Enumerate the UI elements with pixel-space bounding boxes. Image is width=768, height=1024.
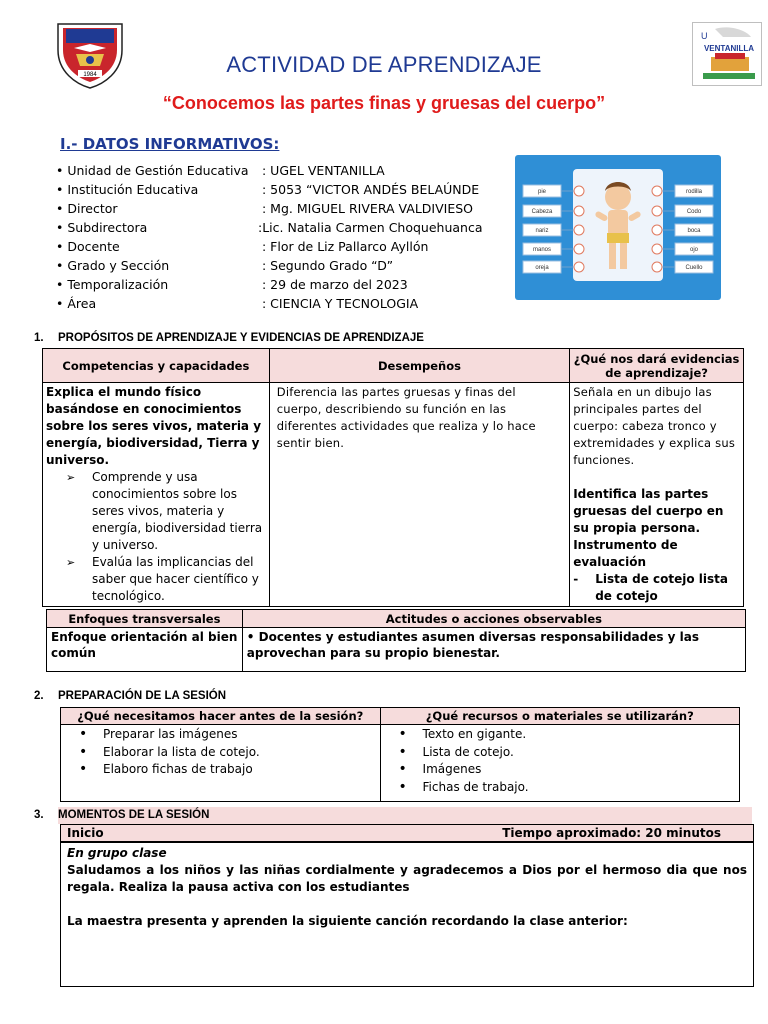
info-row: • Docente : Flor de Liz Pallarco Ayllón: [56, 239, 429, 254]
section1-heading: 1. PROPÓSITOS DE APRENDIZAJE Y EVIDENCIAS DE APRENDIZAJE: [34, 332, 424, 344]
evidencia-cell: [570, 383, 744, 607]
col-header-antes: ¿Qué necesitamos hacer antes de la sesión?: [61, 708, 381, 725]
list-item: ➢ Evalúa las implicancias del saber que hacer científico y tecnológico.: [66, 554, 266, 605]
body-label: manos: [532, 247, 552, 253]
body-label: rodilla: [685, 189, 703, 195]
body-label: Codo: [686, 209, 702, 215]
list-item: • Texto en gigante.: [385, 726, 735, 744]
list-item: ➢ Comprende y usa conocimientos sobre los seres vivos, materia y energía, biodiversidad tierra y universo.: [66, 469, 266, 554]
antes-cell: [61, 725, 381, 802]
list-item: • Imágenes: [385, 761, 735, 779]
grupo-clase-label: En grupo clase: [67, 846, 167, 860]
crest-year: 1984: [83, 72, 97, 78]
list-item: • Elaborar la lista de cotejo.: [65, 744, 376, 762]
instrumento-row: - Lista de cotejo lista de cotejo: [573, 571, 740, 605]
enfoque-cell: Enfoque orientación al bien común: [47, 628, 243, 672]
inicio-content: [60, 842, 754, 987]
info-row: • Institución Educativa : 5053 “VICTOR ANDÉS BELAÚNDE: [56, 182, 480, 197]
desempeno-text: Diferencia las partes gruesas y finas del cuerpo, describiendo su función en las diferentes actividades que realiza y lo hace sentir bien.: [276, 385, 536, 450]
desempeno-cell: [269, 383, 569, 607]
section2-heading: 2. PREPARACIÓN DE LA SESIÓN: [34, 690, 227, 702]
logo-letter: U: [701, 31, 708, 41]
info-row: • Área : CIENCIA Y TECNOLOGIA: [56, 296, 419, 311]
body-label: Cabeza: [531, 209, 553, 215]
instrumento-value: Lista de cotejo lista de cotejo: [595, 572, 728, 603]
inicio-header: [60, 824, 754, 842]
list-item: • Elaboro fichas de trabajo: [65, 761, 376, 779]
instrumento-label: Instrumento de evaluación: [573, 538, 678, 569]
info-row: • Grado y Sección : Segundo Grado “D”: [56, 258, 394, 273]
actitud-cell: • Docentes y estudiantes asumen diversas responsabilidades y las aprovechan para su propio bienestar.: [242, 628, 745, 672]
datos-informativos-heading: I.- DATOS INFORMATIVOS:: [60, 135, 280, 153]
propositos-table: [42, 348, 744, 607]
inicio-label: Inicio: [67, 826, 104, 840]
body-label: nariz: [535, 228, 549, 234]
preparacion-table: [60, 707, 740, 802]
info-row: • Temporalización : 29 de marzo del 2023: [56, 277, 408, 292]
info-row: • Director : Mg. MIGUEL RIVERA VALDIVIESO: [56, 201, 474, 216]
section3-heading: 3. MOMENTOS DE LA SESIÓN: [34, 809, 210, 821]
inicio-paragraph-2: La maestra presenta y aprenden la siguiente canción recordando la clase anterior:: [67, 914, 628, 928]
enfoques-table: [46, 609, 746, 672]
body-parts-image: [515, 155, 721, 300]
logo-text: VENTANILLA: [703, 44, 755, 53]
competencia-text: Explica el mundo físico basándose en conocimientos sobre los seres vivos, materia y energía, biodiversidad, Tierra y universo.: [46, 385, 262, 467]
evidencia-text-1: Señala en un dibujo las principales partes del cuerpo: cabeza tronco y extremidades y explica sus funciones.: [573, 385, 736, 467]
info-row: • Subdirectora :Lic. Natalia Carmen Choquehuanca: [56, 220, 483, 235]
tiempo-aproximado: Tiempo aproximado: 20 minutos: [502, 826, 721, 840]
recursos-list: [385, 726, 735, 796]
list-item: • Lista de cotejo.: [385, 744, 735, 762]
col-header-enfoques: Enfoques transversales: [47, 610, 243, 628]
col-header-evidencias: ¿Qué nos dará evidencias de aprendizaje?: [570, 349, 744, 383]
page-title: ACTIVIDAD DE APRENDIZAJE: [226, 52, 542, 77]
col-header-desempenos: Desempeños: [269, 349, 569, 383]
recursos-cell: [380, 725, 739, 802]
body-label: ojo: [689, 247, 699, 253]
body-label: boca: [687, 228, 701, 234]
page-subtitle: “Conocemos las partes finas y gruesas del cuerpo”: [162, 93, 606, 113]
info-row: • Unidad de Gestión Educativa : UGEL VENTANILLA: [56, 163, 385, 178]
col-header-competencias: Competencias y capacidades: [43, 349, 270, 383]
list-item: • Preparar las imágenes: [65, 726, 376, 744]
body-label: oreja: [535, 265, 549, 271]
capacidades-list: [46, 469, 266, 605]
body-label: Cuello: [685, 265, 703, 271]
list-item: • Fichas de trabajo.: [385, 779, 735, 797]
inicio-paragraph-1: Saludamos a los niños y las niñas cordialmente y agradecemos a Dios por el hermoso dia que nos regala. Realiza la pausa activa con los estudiantes: [67, 863, 747, 894]
antes-list: [65, 726, 376, 779]
evidencia-text-2: Identifica las partes gruesas del cuerpo en su propia persona.: [573, 487, 724, 535]
body-label: pie: [537, 189, 547, 195]
competencia-cell: [43, 383, 270, 607]
col-header-recursos: ¿Qué recursos o materiales se utilizarán?: [380, 708, 739, 725]
col-header-actitudes: Actitudes o acciones observables: [242, 610, 745, 628]
